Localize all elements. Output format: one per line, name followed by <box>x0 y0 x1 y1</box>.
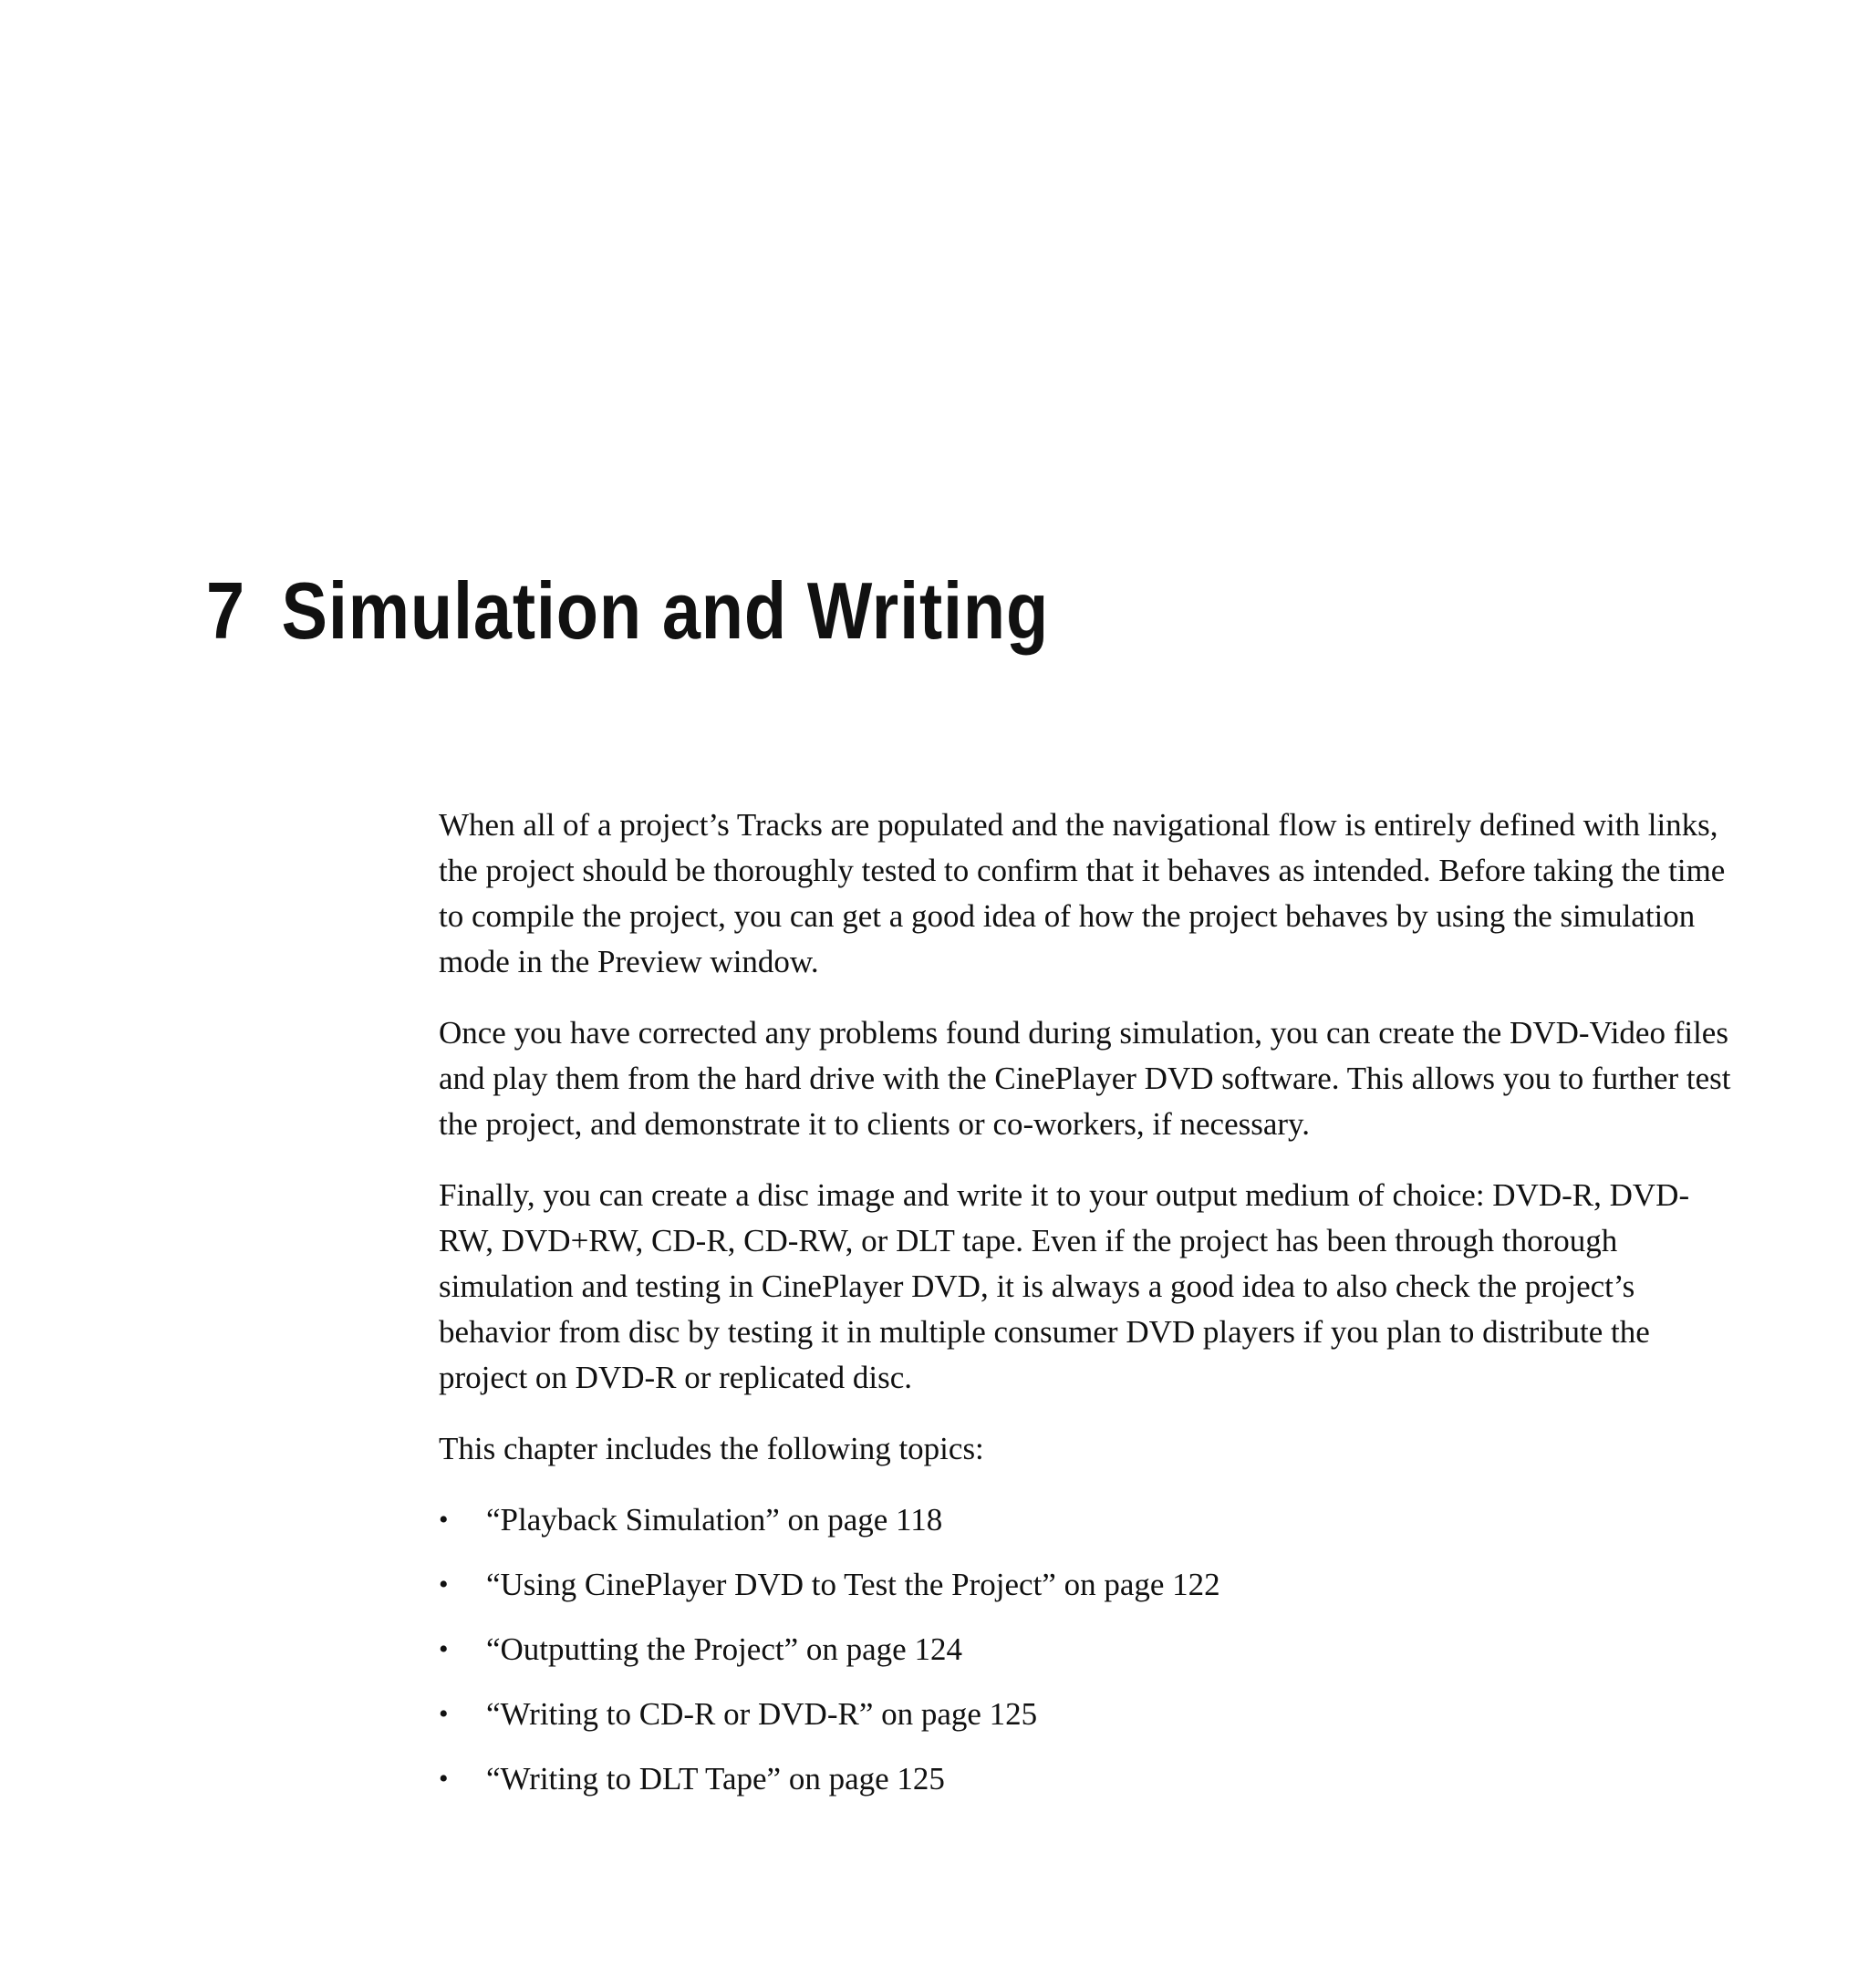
topics-intro: This chapter includes the following topics: <box>439 1431 984 1466</box>
bullet-icon: • <box>439 1699 449 1729</box>
topic-link-cineplayer-testing[interactable]: “Using CinePlayer DVD to Test the Project” on page 122 <box>486 1567 1220 1602</box>
topic-link-writing-dlt[interactable]: “Writing to DLT Tape” on page 125 <box>486 1761 945 1796</box>
bullet-icon: • <box>439 1569 449 1600</box>
chapter-title: Simulation and Writing <box>281 565 1050 656</box>
intro-paragraph-1: When all of a project’s Tracks are populated and the navigational flow is entirely defined with links, the project should be thoroughly tested to confirm that it behaves as intended. Before taking the time to compile the project, you can get a good idea of how the project behaves by using the simulation mode in the Preview window. <box>439 807 1726 979</box>
topic-link-playback-simulation[interactable]: “Playback Simulation” on page 118 <box>486 1502 943 1538</box>
topic-link-writing-cd-dvd[interactable]: “Writing to CD-R or DVD-R” on page 125 <box>486 1696 1038 1732</box>
chapter-heading <box>206 561 1049 661</box>
topic-item[interactable] <box>439 1497 1738 1543</box>
bullet-icon: • <box>439 1764 449 1794</box>
topic-link-outputting-project[interactable]: “Outputting the Project” on page 124 <box>486 1631 962 1667</box>
bullet-icon: • <box>439 1634 449 1664</box>
topic-item[interactable] <box>439 1627 1738 1672</box>
intro-paragraph-3: Finally, you can create a disc image and write it to your output medium of choice: DVD-R, DVD-RW, DVD+RW, CD-R, CD-RW, or DLT tape. Even if the project has been through thorough simulation and testing in CinePlayer DVD, it is always a good idea to also check the project’s behavior from disc by testing it in multiple consumer DVD players if you plan to distribute the project on DVD-R or replicated disc. <box>439 1177 1690 1395</box>
topic-item[interactable] <box>439 1562 1738 1608</box>
bullet-icon: • <box>439 1505 449 1535</box>
topic-item[interactable] <box>439 1692 1738 1737</box>
topic-item[interactable] <box>439 1756 1738 1802</box>
topic-list <box>439 1497 1738 1802</box>
intro-paragraph-2: Once you have corrected any problems found during simulation, you can create the DVD-Video files and play them from the hard drive with the CinePlayer DVD software. This allows you to further test the project, and demonstrate it to clients or co-workers, if necessary. <box>439 1015 1731 1142</box>
chapter-number: 7 <box>206 565 245 656</box>
chapter-intro <box>439 802 1738 1821</box>
